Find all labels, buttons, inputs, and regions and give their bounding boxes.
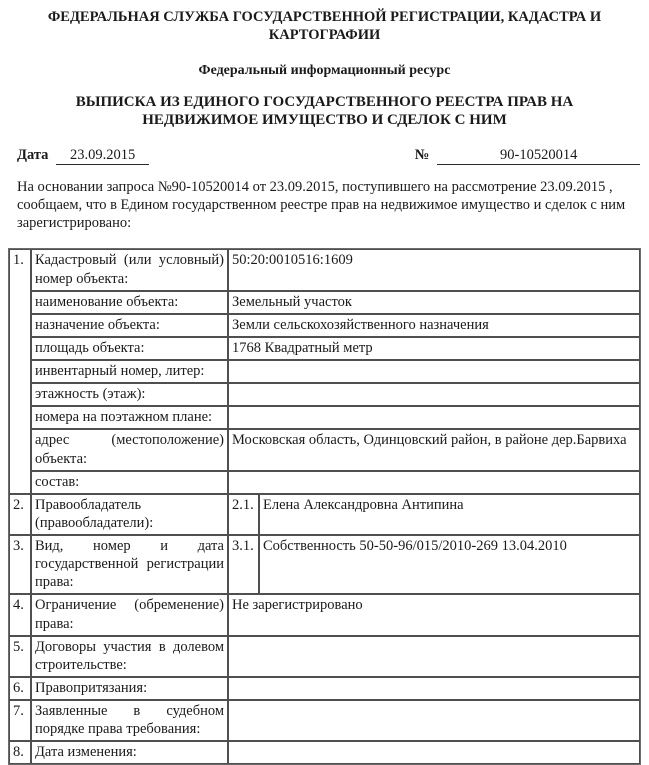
sub-number-cell: 3.1. (228, 535, 259, 594)
field-value-cell: Земельный участок (228, 291, 640, 314)
number-value: 90-10520014 (437, 146, 640, 165)
field-label-cell: назначение объекта: (31, 314, 228, 337)
table-row (9, 471, 640, 494)
field-value-cell (228, 741, 640, 764)
sub-number-cell: 2.1. (228, 494, 259, 535)
table-row (9, 291, 640, 314)
table-row (9, 383, 640, 406)
date-number-row (17, 146, 640, 165)
field-label-cell: Вид, номер и дата государственной регистрации права: (31, 535, 228, 594)
field-value-cell: Московская область, Одинцовский район, в районе дер.Барвиха (228, 429, 640, 470)
registry-table (8, 248, 641, 765)
table-row (9, 429, 640, 470)
field-value-cell: Елена Александровна Антипина (259, 494, 640, 535)
field-label-cell: Правообладатель (правообладатели): (31, 494, 228, 535)
table-row (9, 337, 640, 360)
table-row (9, 636, 640, 677)
field-value-cell (228, 700, 640, 741)
field-value-cell (228, 677, 640, 700)
field-label-cell: Заявленные в судебном порядке права требования: (31, 700, 228, 741)
table-row (9, 677, 640, 700)
row-number-cell: 2. (9, 494, 31, 535)
field-value-cell: Не зарегистрировано (228, 594, 640, 635)
table-row (9, 535, 640, 594)
table-row (9, 594, 640, 635)
table-row (9, 314, 640, 337)
date-value: 23.09.2015 (56, 146, 148, 165)
field-value-cell: Собственность 50-50-96/015/2010-269 13.04.2010 (259, 535, 640, 594)
table-row (9, 741, 640, 764)
field-label-cell: наименование объекта: (31, 291, 228, 314)
date-label: Дата (17, 146, 49, 163)
table-row (9, 700, 640, 741)
table-row (9, 360, 640, 383)
field-value-cell: Земли сельскохозяйственного назначения (228, 314, 640, 337)
number-label: № (414, 146, 430, 163)
field-value-cell (228, 360, 640, 383)
field-label-cell: номера на поэтажном плане: (31, 406, 228, 429)
field-label-cell: Дата изменения: (31, 741, 228, 764)
field-value-cell (228, 636, 640, 677)
row-number-cell: 7. (9, 700, 31, 741)
intro-paragraph: На основании запроса №90-10520014 от 23.09.2015, поступившего на рассмотрение 23.09.2015 , сообщаем, что в Едином государственном реестре прав на недвижимое имущество и сделок с ним зарегистрировано: (17, 179, 626, 232)
row-number-cell: 8. (9, 741, 31, 764)
agency-header: ФЕДЕРАЛЬНАЯ СЛУЖБА ГОСУДАРСТВЕННОЙ РЕГИСТРАЦИИ, КАДАСТРА И КАРТОГРАФИИ (47, 9, 602, 43)
field-label-cell: инвентарный номер, литер: (31, 360, 228, 383)
row-number-cell: 6. (9, 677, 31, 700)
field-label-cell: состав: (31, 471, 228, 494)
field-value-cell (228, 406, 640, 429)
table-row (9, 494, 640, 535)
field-label-cell: Договоры участия в долевом строительстве: (31, 636, 228, 677)
field-label-cell: площадь объекта: (31, 337, 228, 360)
field-label-cell: Кадастровый (или условный) номер объекта: (31, 249, 228, 290)
field-value-cell: 50:20:0010516:1609 (228, 249, 640, 290)
document-title: ВЫПИСКА ИЗ ЕДИНОГО ГОСУДАРСТВЕННОГО РЕЕСТРА ПРАВ НА НЕДВИЖИМОЕ ИМУЩЕСТВО И СДЕЛОК С НИМ (75, 93, 574, 128)
row-number-cell: 5. (9, 636, 31, 677)
resource-subheader: Федеральный информационный ресурс (198, 63, 451, 79)
field-value-cell (228, 471, 640, 494)
field-label-cell: этажность (этаж): (31, 383, 228, 406)
row-number-cell: 4. (9, 594, 31, 635)
field-value-cell (228, 383, 640, 406)
field-value-cell: 1768 Квадратный метр (228, 337, 640, 360)
field-label-cell: Ограничение (обременение) права: (31, 594, 228, 635)
field-label-cell: адрес (местоположение) объекта: (31, 429, 228, 470)
row-number-cell: 3. (9, 535, 31, 594)
row-number-cell: 1. (9, 249, 31, 493)
table-row (9, 249, 640, 290)
field-label-cell: Правопритязания: (31, 677, 228, 700)
table-row (9, 406, 640, 429)
registry-table-body (9, 249, 640, 764)
